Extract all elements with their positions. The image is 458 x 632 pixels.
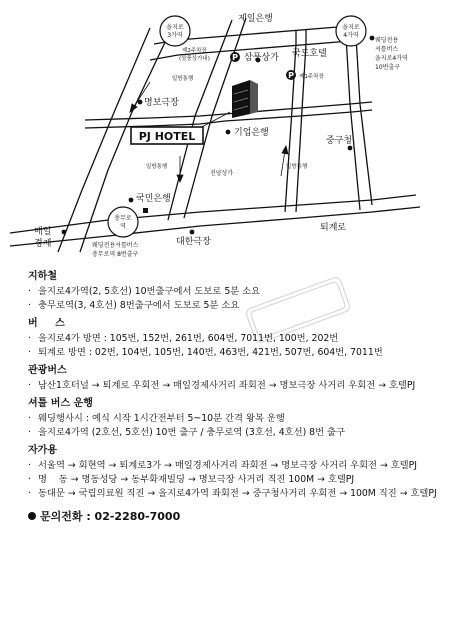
section-title: 관광버스 <box>28 365 67 376</box>
svg-text:기업은행: 기업은행 <box>234 128 269 138</box>
list-item: · 을지로4가역(2, 5호선) 10번출구에서 도보로 5분 소요 <box>28 286 261 297</box>
svg-text:P: P <box>288 71 294 80</box>
svg-text:국도호텔: 국도호텔 <box>292 49 327 59</box>
svg-text:제일은행: 제일은행 <box>238 14 273 24</box>
contact-phone: 문의전화 : 02-2280-7000 <box>28 508 448 524</box>
svg-text:퇴계로: 퇴계로 <box>320 223 347 233</box>
svg-text:삼풍상가: 삼풍상가 <box>244 53 279 63</box>
svg-text:셔틀버스: 셔틀버스 <box>375 46 399 53</box>
svg-text:제1주차장: 제1주차장 <box>299 74 324 80</box>
svg-text:P: P <box>232 53 238 62</box>
svg-text:충무로역 8번출구: 충무로역 8번출구 <box>92 251 139 258</box>
list-item: · 퇴계로 방면 : 02번, 104번, 105번, 140번, 463번, 421번, 507번, 604번, 7011번 <box>28 347 383 358</box>
list-item: · 웨딩행사시 : 예식 시작 1시간전부터 5~10분 간격 왕복 운행 <box>28 413 285 424</box>
svg-text:10번출구: 10번출구 <box>375 64 401 71</box>
chungmuro-station <box>108 207 138 237</box>
svg-text:충무로: 충무로 <box>114 215 132 222</box>
svg-text:대한극장: 대한극장 <box>176 237 211 247</box>
list-item: · 남산1호터널 → 퇴계로 우회전 → 매일경제사거리 좌회전 → 명보극장 사거리 우회전 → 호텔PJ <box>28 380 416 391</box>
svg-text:일방통행: 일방통행 <box>286 164 308 170</box>
pj-hotel-label <box>131 127 203 144</box>
svg-text:일방통행: 일방통행 <box>146 164 168 170</box>
svg-text:국민은행: 국민은행 <box>136 194 171 204</box>
car-section <box>28 444 448 501</box>
svg-text:중구청: 중구청 <box>326 136 353 146</box>
subway-section <box>28 270 448 313</box>
section-title: 자가용 <box>28 445 57 456</box>
svg-text:을지로: 을지로 <box>342 24 360 31</box>
svg-text:웨딩전용셔틀버스: 웨딩전용셔틀버스 <box>92 242 139 249</box>
svg-text:명보극장: 명보극장 <box>144 98 179 108</box>
svg-text:웨딩전용: 웨딩전용 <box>375 37 399 44</box>
parking-icon <box>230 52 240 62</box>
bus-section <box>28 317 448 360</box>
landmark-dots <box>62 36 375 235</box>
section-title: 지하철 <box>28 271 57 282</box>
shuttle-section <box>28 397 448 440</box>
svg-text:을지로: 을지로 <box>166 24 184 31</box>
svg-text:일방통행: 일방통행 <box>172 76 194 82</box>
list-item: · 동대문 → 국립의료원 직진 → 을지로4가역 좌회전 → 중구청사거리 우회전 → 100M 직진 → 호텔PJ <box>28 488 437 499</box>
road-network <box>10 18 420 252</box>
list-item: · 충무로역(3, 4호선) 8번출구에서 도보로 5분 소요 <box>28 300 240 311</box>
directions-panel <box>28 266 448 524</box>
svg-text:역: 역 <box>120 223 126 230</box>
svg-text:4가역: 4가역 <box>343 32 359 39</box>
svg-text:3가역: 3가역 <box>167 32 183 39</box>
svg-text:(삼풍상가내): (삼풍상가내) <box>179 56 210 62</box>
tour-bus-section <box>28 364 448 393</box>
list-item: · 서울역 → 회현역 → 퇴계로3가 → 매일경제사거리 좌회전 → 명보극장 사거리 우회전 → 호텔PJ <box>28 460 418 471</box>
svg-text:매일: 매일 <box>34 227 52 237</box>
location-map <box>0 0 458 262</box>
list-item: · 명 동 → 명동성당 → 동부화재빌딩 → 명보극장 사거리 직진 100M → 호텔PJ <box>28 474 355 485</box>
svg-text:을지로4가역: 을지로4가역 <box>375 55 408 62</box>
section-title: 버 스 <box>28 318 65 329</box>
svg-text:진양상가: 진양상가 <box>210 170 234 177</box>
svg-text:경제: 경제 <box>34 239 52 249</box>
svg-text:PJ HOTEL: PJ HOTEL <box>138 130 196 143</box>
list-item: · 을지로4가역 (2호선, 5호선) 10번 출구 / 충무로역 (3호선, 4호선) 8번 출구 <box>28 427 345 438</box>
parking-icon <box>286 70 296 80</box>
svg-text:제2주차장: 제2주차장 <box>182 48 207 54</box>
euljiro3-station <box>160 16 190 46</box>
bullet-icon <box>28 512 36 520</box>
list-item: · 을지로4가 방면 : 105번, 152번, 261번, 604번, 7011번, 100번, 202번 <box>28 333 339 344</box>
section-title: 셔틀 버스 운행 <box>28 398 93 409</box>
euljiro4-station <box>336 16 366 46</box>
